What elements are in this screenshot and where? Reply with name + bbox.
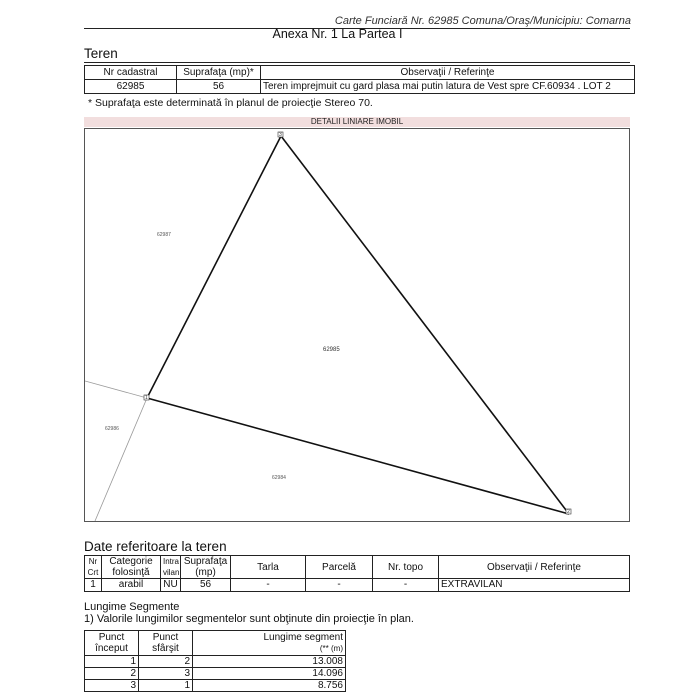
segments-note: 1) Valorile lungimilor segmentelor sunt obţinute din proiecţie în plan. [84,613,414,625]
col-header: Nr Crt [85,556,102,579]
segment-3-2 [281,136,569,514]
date-ref-table [84,555,630,592]
table-row [85,656,346,668]
segments-title: Lungime Segmente [84,601,180,613]
length-cell: 13.008 [193,656,346,668]
table-cell: 56 [181,579,231,592]
parcel-label-west: 62986 [105,426,119,432]
end-cell: 3 [139,668,193,680]
length-cell: 14.096 [193,668,346,680]
teren-rule [84,62,630,63]
table-header-row [85,66,635,80]
parcel-drawing [84,128,630,522]
point-label-3: 3 [279,132,282,138]
table-cell: EXTRAVILAN [439,579,630,592]
parcel-label-main: 62985 [323,347,340,353]
point-label-2: 2 [567,509,570,515]
col-header: Nr cadastral [85,66,177,80]
col-header: Tarla [231,556,306,579]
length-header-label: Lungime segment [263,632,343,643]
table-header-row [85,556,630,579]
observatii-cell: Teren imprejmuit cu gard plasa mai putin latura de Vest spre CF.60934 . LOT 2 [261,80,635,94]
cf-header: Carte Funciară Nr. 62985 Comuna/Oraş/Municipiu: Comarna [334,15,631,27]
parcel-plan-svg [85,129,629,521]
start-cell: 1 [85,656,139,668]
table-row [85,579,630,592]
table-row [85,80,635,94]
annex-title: Anexa Nr. 1 La Partea I [272,27,403,41]
col-header: Intra vilan [161,556,181,579]
col-header: Nr. topo [373,556,439,579]
col-header: Categorie folosinţă [102,556,161,579]
table-row [85,668,346,680]
segments-table [84,630,346,692]
parcel-label-south: 62984 [272,475,286,481]
col-header: Punct sfârşit [139,631,193,656]
end-cell: 2 [139,656,193,668]
neighbor-boundary-west [85,381,147,398]
col-header: Suprafaţa (mp)* [177,66,261,80]
parcel-label-north-west: 62987 [157,232,171,238]
projection-note: * Suprafaţa este determinată în planul de proiecţie Stereo 70. [88,97,373,109]
table-cell: - [231,579,306,592]
teren-title: Teren [84,46,118,61]
table-cell: NU [161,579,181,592]
table-cell: - [306,579,373,592]
segment-1-3 [147,136,281,398]
point-label-1: 1 [145,395,148,401]
col-header: Observaţii / Referinţe [261,66,635,80]
teren-table [84,65,635,94]
table-cell: - [373,579,439,592]
col-header: Punct început [85,631,139,656]
start-cell: 2 [85,668,139,680]
col-header: Parcelă [306,556,373,579]
date-ref-title: Date referitoare la teren [84,539,227,554]
segment-1-2 [147,398,569,514]
start-cell: 3 [85,680,139,692]
table-row [85,680,346,692]
col-header: Observaţii / Referinţe [439,556,630,579]
nr-cadastral-cell: 62985 [85,80,177,94]
drawing-title-bar: DETALII LINIARE IMOBIL [84,117,630,127]
table-header-row [85,631,346,656]
length-cell: 8.756 [193,680,346,692]
suprafata-cell: 56 [177,80,261,94]
col-header [193,631,346,656]
neighbor-boundary-south [95,398,147,521]
col-header: Suprafaţa (mp) [181,556,231,579]
end-cell: 1 [139,680,193,692]
table-cell: 1 [85,579,102,592]
table-cell: arabil [102,579,161,592]
length-header-unit: (** (m) [319,644,343,653]
